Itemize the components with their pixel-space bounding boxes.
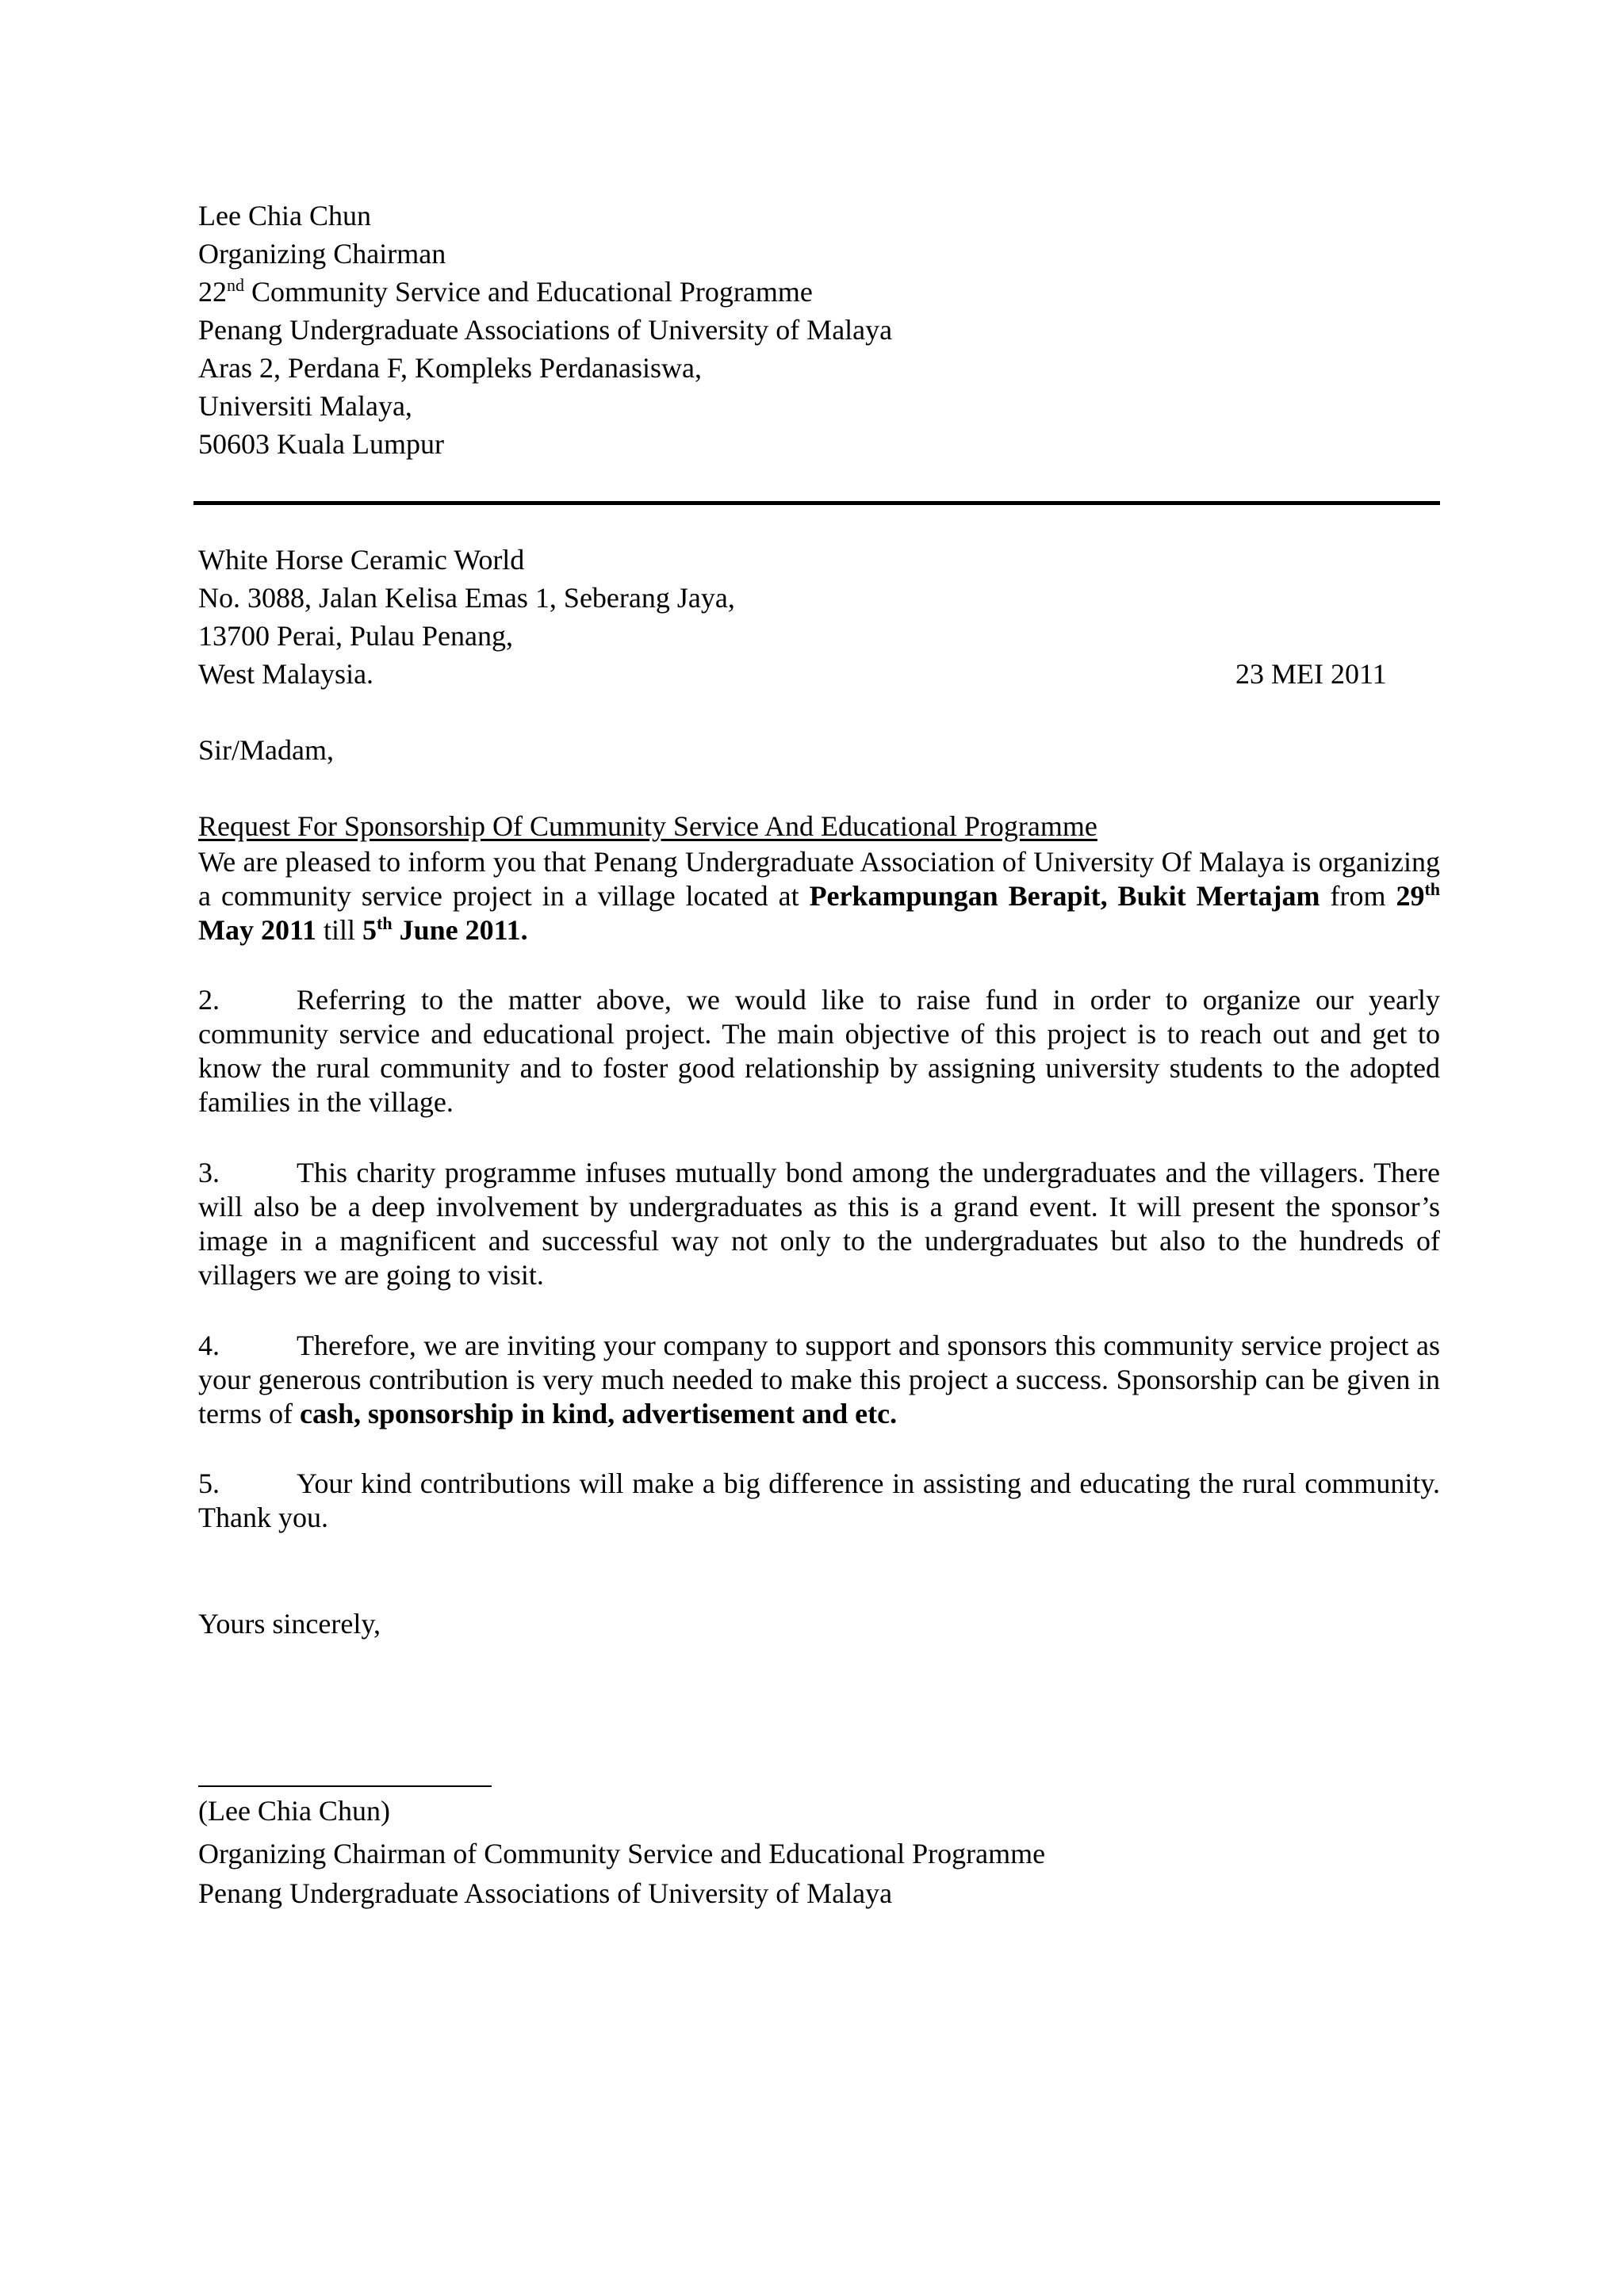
paragraph-2-number: 2. <box>198 984 220 1016</box>
paragraph-1-location: Perkampungan Berapit, Bukit Mertajam <box>809 880 1320 912</box>
subject-line: Request For Sponsorship Of Cummunity Service And Educational Programme <box>198 810 1097 842</box>
paragraph-5-text: Your kind contributions will make a big difference in assisting and educating the rural community. Thank you. <box>198 1468 1440 1533</box>
sender-programme <box>198 273 813 311</box>
closing: Yours sincerely, <box>198 1608 381 1640</box>
paragraph-4 <box>198 1329 1440 1431</box>
sender-address-line2: Universiti Malaya, <box>198 390 412 422</box>
paragraph-5-number: 5. <box>198 1468 220 1499</box>
paragraph-1 <box>198 845 1440 947</box>
paragraph-4-text: Therefore, we are inviting your company to support and sponsors this community service project as your generous contribution is very much needed to make this project a success. Sponsorship can be given in terms of <box>198 1330 1440 1429</box>
paragraph-2-text: Referring to the matter above, we would like to raise fund in order to organize our yearly community service and educational project. The main objective of this project is to reach out and get to know the rural community and to foster good relationship by assigning university students to the adopted families in the village. <box>198 984 1440 1118</box>
paragraph-2 <box>198 983 1440 1119</box>
recipient-address-line2: 13700 Perai, Pulau Penang, <box>198 620 513 652</box>
paragraph-1-from: from <box>1320 880 1396 912</box>
paragraph-1-start-date: 29th May 2011 <box>198 879 1440 946</box>
recipient-address-line3: West Malaysia. <box>198 658 374 690</box>
paragraph-4-number: 4. <box>198 1330 220 1361</box>
paragraph-5 <box>198 1467 1440 1535</box>
sender-address-line3: 50603 Kuala Lumpur <box>198 428 444 460</box>
sender-title: Organizing Chairman <box>198 238 446 270</box>
header-divider <box>193 501 1440 505</box>
paragraph-1-till: till <box>316 914 363 946</box>
programme-ordinal-suffix: nd <box>227 275 244 295</box>
letter-date: 23 MEI 2011 <box>1235 658 1387 690</box>
sender-association: Penang Undergraduate Associations of University of Malaya <box>198 314 893 346</box>
signature-association: Penang Undergraduate Associations of University of Malaya <box>198 1877 893 1909</box>
signature-line <box>198 1785 492 1787</box>
sender-name: Lee Chia Chun <box>198 200 371 232</box>
paragraph-3-text: This charity programme infuses mutually bond among the undergraduates and the villagers. There will also be a deep involvement by undergraduates as this is a grand event. It will present the sponsor’s image in a magnificent and successful way not only to the undergraduates but also to the hundreds of villagers we are going to visit. <box>198 1157 1440 1291</box>
recipient-address-line1: No. 3088, Jalan Kelisa Emas 1, Seberang Jaya, <box>198 582 735 614</box>
programme-name: Community Service and Educational Programme <box>244 276 813 308</box>
signature-name: (Lee Chia Chun) <box>198 1795 390 1827</box>
paragraph-3 <box>198 1156 1440 1292</box>
paragraph-3-number: 3. <box>198 1157 220 1188</box>
paragraph-1-text: We are pleased to inform you that Penang Undergraduate Association of University Of Malaya is organizing a community service project in a village located at <box>198 846 1440 912</box>
salutation: Sir/Madam, <box>198 734 334 766</box>
paragraph-4-bold: cash, sponsorship in kind, advertisement and etc. <box>299 1398 898 1429</box>
paragraph-1-end-date: 5th June 2011. <box>362 913 528 946</box>
recipient-name: White Horse Ceramic World <box>198 544 525 576</box>
sender-address-line1: Aras 2, Perdana F, Kompleks Perdanasiswa, <box>198 352 702 384</box>
signature-title: Organizing Chairman of Community Service and Educational Programme <box>198 1838 1046 1869</box>
programme-ordinal: 22 <box>198 276 227 308</box>
